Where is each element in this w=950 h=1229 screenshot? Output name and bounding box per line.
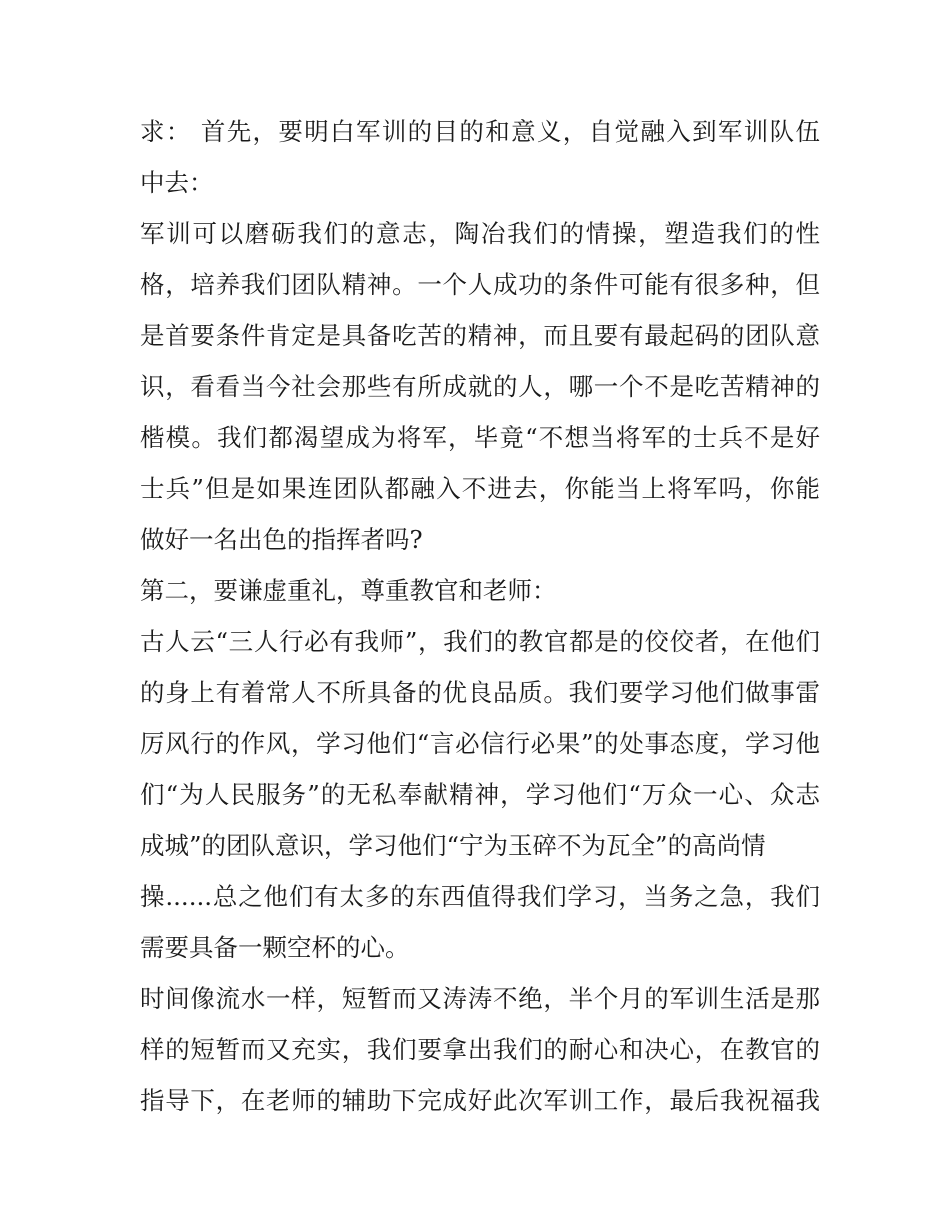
text-line: 求： 首先，要明白军训的目的和意义，自觉融入到军训队伍 bbox=[140, 117, 820, 146]
text-line: 需要具备一颗空杯的心。 bbox=[140, 933, 410, 962]
text-line: 样的短暂而又充实，我们要拿出我们的耐心和决心，在教官的 bbox=[140, 1035, 820, 1064]
text-line: 中去： bbox=[140, 168, 214, 197]
text-line: 楷模。我们都渴望成为将军，毕竟“不想当将军的士兵不是好 bbox=[140, 423, 820, 452]
text-line: 的身上有着常人不所具备的优良品质。我们要学习他们做事雷 bbox=[140, 678, 820, 707]
text-line: 们“为人民服务”的无私奉献精神，学习他们“万众一心、众志 bbox=[140, 780, 820, 809]
text-line: 做好一名出色的指挥者吗? bbox=[140, 525, 423, 554]
text-line: 古人云“三人行必有我师”，我们的教官都是的佼佼者，在他们 bbox=[140, 627, 820, 656]
text-line: 士兵”但是如果连团队都融入不进去，你能当上将军吗，你能 bbox=[140, 474, 820, 503]
text-line: 军训可以磨砺我们的意志，陶冶我们的情操，塑造我们的性 bbox=[140, 219, 820, 248]
body-text bbox=[140, 106, 820, 1126]
text-line: 指导下，在老师的辅助下完成好此次军训工作，最后我祝福我 bbox=[140, 1086, 820, 1115]
text-line: 是首要条件肯定是具备吃苦的精神，而且要有最起码的团队意 bbox=[140, 321, 820, 350]
text-line: 成城”的团队意识，学习他们“宁为玉碎不为瓦全”的高尚情 bbox=[140, 831, 766, 860]
text-line: 时间像流水一样，短暂而又涛涛不绝，半个月的军训生活是那 bbox=[140, 984, 820, 1013]
text-line: 第二，要谦虚重礼，尊重教官和老师： bbox=[140, 576, 557, 605]
text-line: 厉风行的作风，学习他们“言必信行必果”的处事态度，学习他 bbox=[140, 729, 820, 758]
text-line: 格，培养我们团队精神。一个人成功的条件可能有很多种，但 bbox=[140, 270, 820, 299]
text-line: 操......总之他们有太多的东西值得我们学习，当务之急，我们 bbox=[140, 882, 820, 911]
text-line: 识，看看当今社会那些有所成就的人，哪一个不是吃苦精神的 bbox=[140, 372, 820, 401]
